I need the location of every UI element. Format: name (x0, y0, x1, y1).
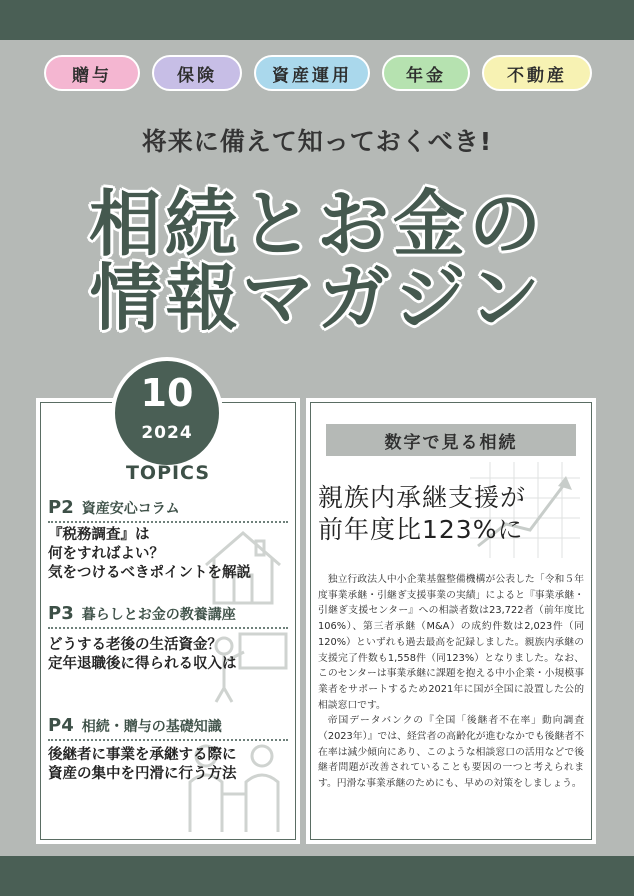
feature-headline-line2: 前年度比123%に (318, 515, 524, 544)
tag-real-estate[interactable]: 不動産 (482, 55, 592, 91)
cover-title-line2: 情報マガジン (89, 256, 545, 340)
top-band (0, 0, 634, 40)
topic-2-page: P3 (48, 603, 74, 624)
topic-1-category: 資産安心コラム (81, 501, 180, 517)
feature-headline-line1: 親族内承継支援が (318, 483, 527, 512)
tag-asset-management[interactable]: 資産運用 (254, 55, 370, 91)
issue-badge (111, 357, 223, 469)
topic-1-line: 気をつけるべきポイントを解説 (48, 565, 251, 581)
topic-3-body[interactable] (48, 746, 292, 784)
tag-pension[interactable]: 年金 (382, 55, 470, 91)
tag-insurance[interactable]: 保険 (152, 55, 242, 91)
bottom-band (0, 856, 634, 896)
cover-subtitle: 将来に備えて知っておくべき! (141, 127, 493, 156)
topic-2-heading[interactable] (48, 603, 288, 629)
topic-1-line: 何をすればよい？ (48, 546, 164, 562)
topic-3-page: P4 (48, 715, 74, 736)
topic-1-line: 『税務調査』は (48, 527, 150, 543)
topic-3-category: 相続・贈与の基礎知識 (81, 719, 222, 735)
category-tags (44, 55, 592, 91)
feature-paragraph-2: 帝国データバンクの『全国「後継者不在率」動向調査（2023年）』では、経営者の高齢化が進むなかでも後継者不在率は減少傾向にあり、このような相談窓口の活用などで後継者問題が改善されていることも要因の一つと考えられます。円滑な事業承継のためにも、早めの対策をしましょう。 (318, 715, 584, 790)
feature-header: 数字で見る相続 (326, 424, 576, 456)
issue-year: 2024 (141, 423, 193, 443)
topic-1-body[interactable] (48, 526, 292, 583)
cover-title-line1: 相続とお金の (88, 182, 545, 266)
topic-3-line: 後継者に事業を承継する際に (48, 747, 237, 763)
feature-paragraph-1: 独立行政法人中小企業基盤整備機構が公表した「令和５年度事業承継・引継ぎ支援事業の実績」によると『事業承継・引継ぎ支援センター』への相談者数は23,722者（前年度比106%）、第三者承継（M&A）の成約件数は2,023件（同120%）といずれも過去最高を記録しました。親族内承継の支援完了件数も1,558件（同123%）となりました。なお、このセンターは事業承継に課題を抱える中小企業・小規模事業者をサポートするため2021年に国が全国に設置した公的相談窓口です。 (318, 574, 584, 711)
topic-2-category: 暮らしとお金の教養講座 (81, 607, 236, 623)
topic-3-heading[interactable] (48, 715, 288, 741)
tag-gift[interactable]: 贈与 (44, 55, 140, 91)
feature-article (318, 572, 584, 792)
topics-label: TOPICS (125, 462, 211, 484)
topic-2-line: 定年退職後に得られる収入は (48, 656, 237, 672)
topic-2-body[interactable] (48, 636, 292, 674)
topic-3-line: 資産の集中を円滑に行う方法 (48, 766, 237, 782)
issue-number: 10 (140, 371, 194, 415)
topic-1-heading[interactable] (48, 497, 288, 523)
topic-1-page: P2 (48, 497, 74, 518)
topic-2-line: どうする老後の生活資金？ (48, 637, 222, 653)
